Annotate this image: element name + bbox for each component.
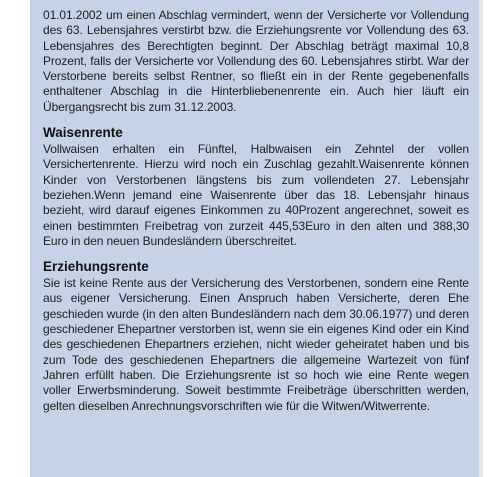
intro-paragraph: 01.01.2002 um einen Abschlag vermindert, wenn der Versicherte vor Vollendung des 63. Lebensjahres verstirbt bzw. die Erziehungsrente vor Vollendung des 63. Lebensjahres des Berechtigten beginnt. Der Abschlag beträgt maximal 10,8 Prozent, falls der Versicherte vor Vollendung des 60. Lebensjahres stirbt. War der Verstorbene bereits selbst Rentner, so fließt ein in der Rente gegebenenfalls enthaltener Abschlag in die Hinterbliebenenrente ein. Auch hier läuft ein Übergangsrecht bis zum 31.12.2003. [43, 8, 469, 114]
panel-shadow [479, 0, 483, 477]
info-panel [30, 0, 479, 477]
section-text-waisenrente: Vollwaisen erhalten ein Fünftel, Halbwaisen ein Zehntel der vollen Versichertenrente. Hierzu wird noch ein Zuschlag gezahlt.Waisenrente können Kinder von Verstorbenen längstens bis zum vollendeten 27. Lebensjahr beziehen.Wenn jemand eine Waisenrente über das 18. Lebensjahr hinaus bezieht, wird darauf eigenes Einkommen zu 40Prozent angerechnet, soweit es einen bestimmten Freibetrag von zurzeit 445,53Euro in den alten und 388,30 Euro in den neuen Bundesländern überschreitet. [43, 142, 469, 248]
section-heading-waisenrente: Waisenrente [43, 125, 123, 141]
section-heading-erziehungsrente: Erziehungsrente [43, 259, 149, 275]
section-text-erziehungsrente: Sie ist keine Rente aus der Versicherung des Verstorbenen, sondern eine Rente aus eigener Versicherung. Einen Anspruch haben Versicherte, deren Ehe geschieden wurde (in den alten Bundesländern nach dem 30.06.1977) und deren geschiedener Ehepartner verstorben ist, wenn sie ein eigenes Kind oder ein Kind des geschiedenen Ehepartners erziehen, nicht wieder geheiratet haben und bis zum Tode des geschiedenen Ehepartners die allgemeine Wartezeit von fünf Jahren erfüllt haben. Die Erziehungsrente ist so hoch wie eine Rente wegen voller Erwerbsminderung. Soweit bestimmte Freibeträge überschritten werden, gelten dieselben Anrechnungsvorschriften wie für die Witwen/Witwerrente. [43, 276, 469, 413]
